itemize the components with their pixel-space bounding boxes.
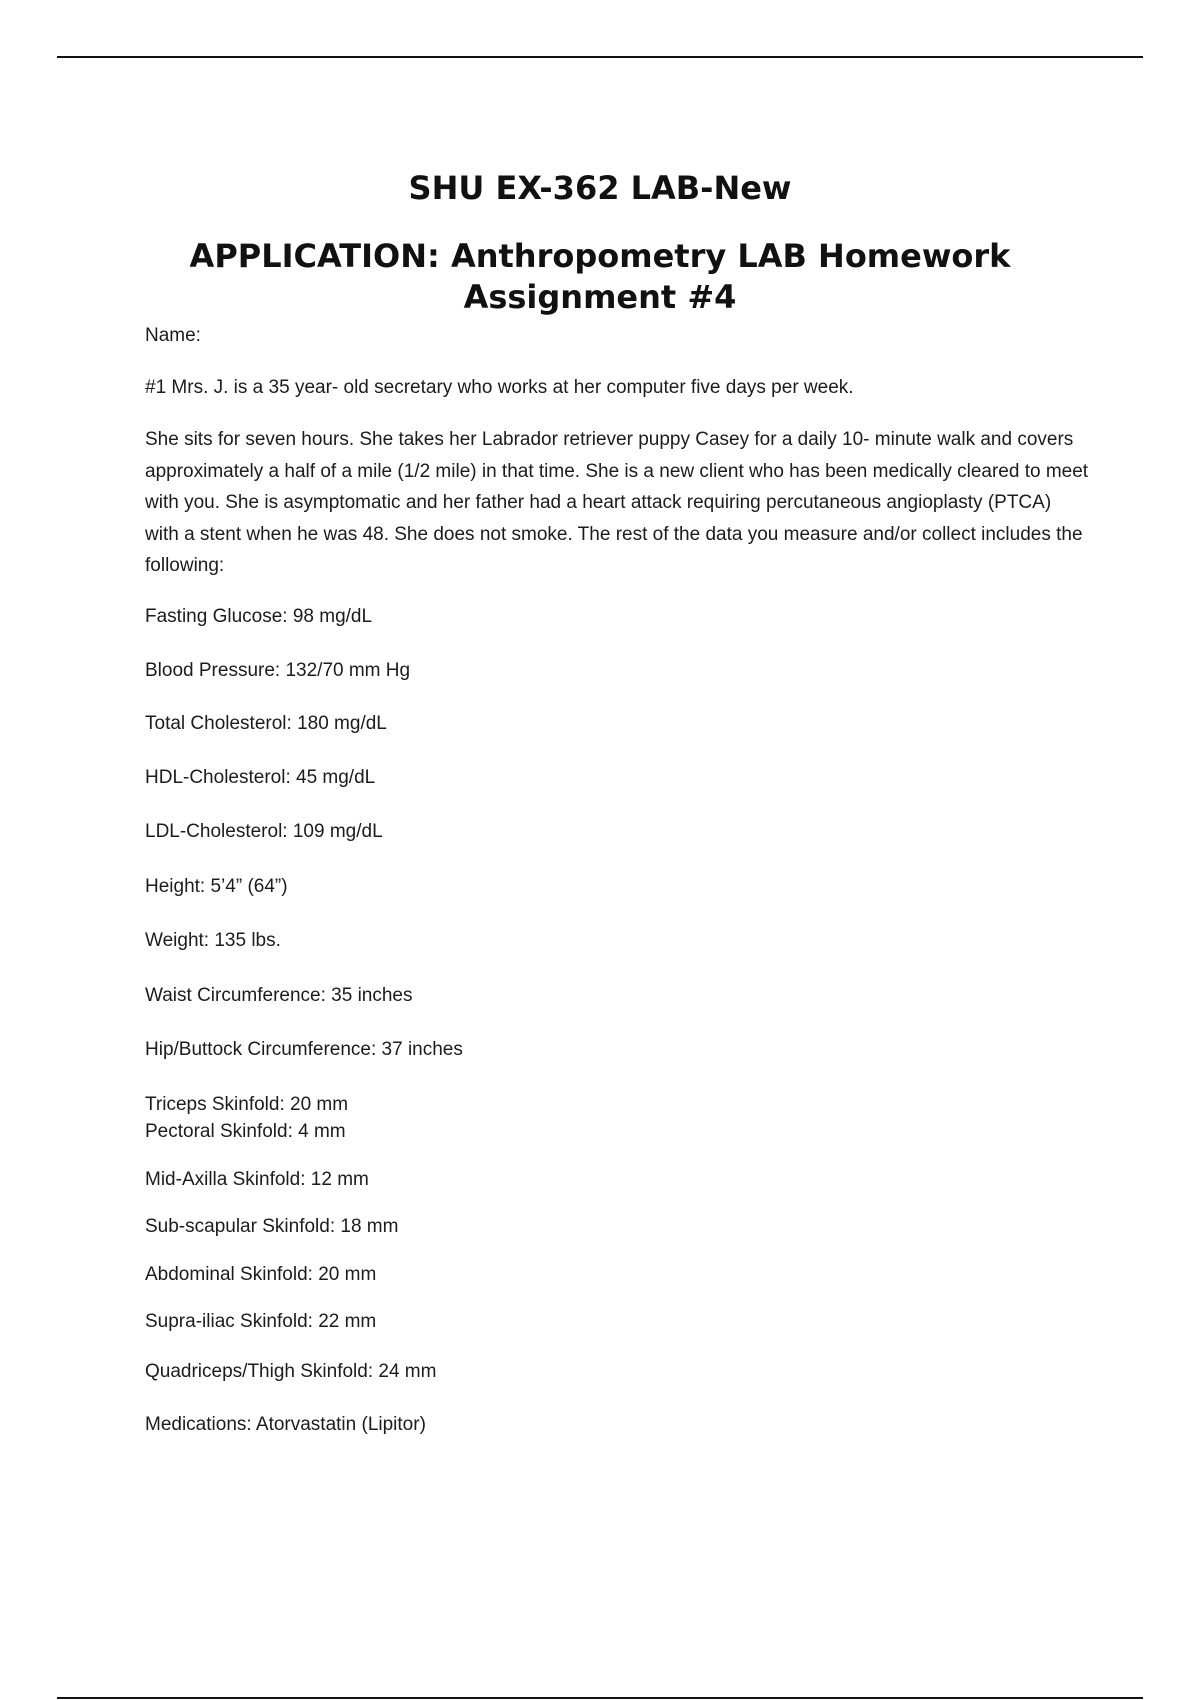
measurement-suprailiac-skinfold: Supra-iliac Skinfold: 22 mm <box>145 1311 377 1332</box>
measurement-waist-circumference: Waist Circumference: 35 inches <box>145 985 413 1006</box>
measurement-triceps-skinfold: Triceps Skinfold: 20 mm <box>145 1094 349 1115</box>
measurement-fasting-glucose: Fasting Glucose: 98 mg/dL <box>145 606 373 627</box>
measurement-abdominal-skinfold: Abdominal Skinfold: 20 mm <box>145 1264 377 1285</box>
measurement-quadriceps-skinfold: Quadriceps/Thigh Skinfold: 24 mm <box>145 1361 437 1382</box>
subtitle-text: APPLICATION: Anthropometry LAB Homework Assignment #4 <box>189 237 1011 316</box>
case-paragraph: She sits for seven hours. She takes her Labrador retriever puppy Casey for a daily 10- minute walk and covers approximately a half of a mile (1/2 mile) in that time. She is a new client who has been medically cleared to meet with you. She is asymptomatic and her father had a heart attack requiring percutaneous angioplasty (PTCA) with a stent when he was 48. She does not smoke. The rest of the data you measure and/or collect includes the following: <box>145 429 1089 576</box>
document-subtitle <box>0 236 1200 318</box>
measurement-ldl-cholesterol: LDL-Cholesterol: 109 mg/dL <box>145 821 383 842</box>
measurement-subscapular-skinfold: Sub-scapular Skinfold: 18 mm <box>145 1216 399 1237</box>
measurement-total-cholesterol: Total Cholesterol: 180 mg/dL <box>145 713 387 734</box>
case-intro: #1 Mrs. J. is a 35 year- old secretary who works at her computer five days per week. <box>145 377 854 398</box>
measurement-height: Height: 5’4” (64”) <box>145 876 288 897</box>
measurement-hdl-cholesterol: HDL-Cholesterol: 45 mg/dL <box>145 767 376 788</box>
measurement-weight: Weight: 135 lbs. <box>145 930 281 951</box>
measurement-hip-circumference: Hip/Buttock Circumference: 37 inches <box>145 1039 463 1060</box>
measurement-pectoral-skinfold: Pectoral Skinfold: 4 mm <box>145 1121 346 1142</box>
bottom-rule <box>57 1697 1143 1699</box>
measurement-mid-axilla-skinfold: Mid-Axilla Skinfold: 12 mm <box>145 1169 369 1190</box>
name-label: Name: <box>145 325 201 346</box>
document-title: SHU EX-362 LAB-New <box>408 169 792 207</box>
measurement-medications: Medications: Atorvastatin (Lipitor) <box>145 1414 426 1435</box>
measurement-blood-pressure: Blood Pressure: 132/70 mm Hg <box>145 660 411 681</box>
top-rule <box>57 56 1143 58</box>
